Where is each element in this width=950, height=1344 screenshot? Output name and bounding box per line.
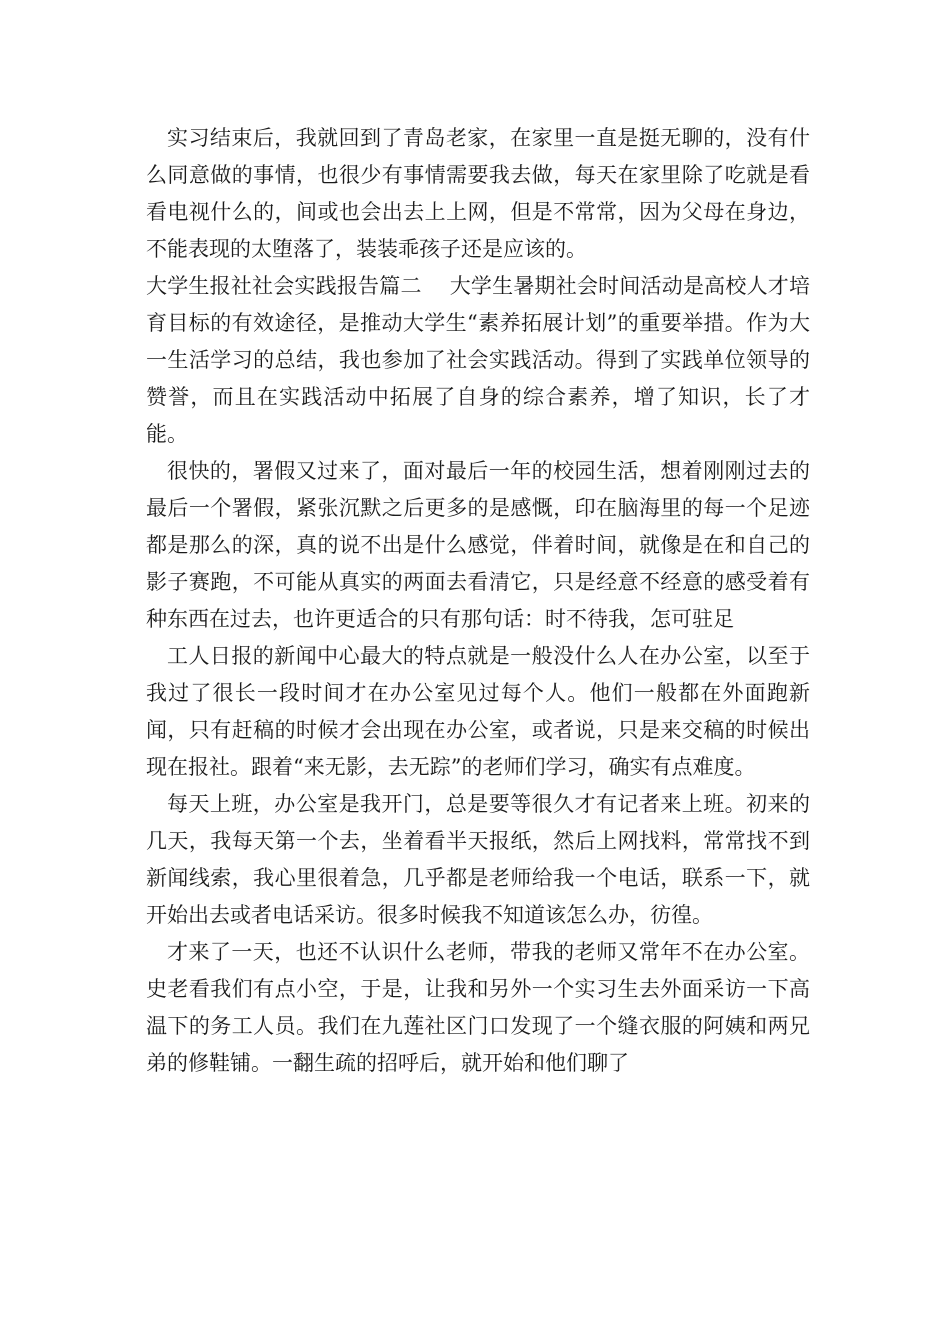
paragraph-1: 实习结束后，我就回到了青岛老家，在家里一直是挺无聊的，没有什么同意做的事情，也很少有事情需要我去做，每天在家里除了吃就是看看电视什么的，间或也会出去上上网，但是不常常，因为父母在身边，不能表现的太堕落了，装装乖孩子还是应该的。 (146, 126, 810, 261)
paragraph-2: 大学生报社社会实践报告篇二 大学生暑期社会时间活动是高校人才培育目标的有效途径，是推动大学生“素养拓展计划”的重要举措。作为大一生活学习的总结，我也参加了社会实践活动。得到了实践单位领导的赞誉，而且在实践活动中拓展了自身的综合素养，增了知识，长了才能。 (146, 274, 810, 446)
paragraph-3: 很快的，署假又过来了，面对最后一年的校园生活，想着刚刚过去的最后一个署假，紧张沉默之后更多的是感慨，印在脑海里的每一个足迹都是那么的深，真的说不出是什么感觉，伴着时间，就像是在和自己的影子赛跑，不可能从真实的两面去看清它，只是经意不经意的感受着有种东西在过去，也许更适合的只有那句话：时不待我，怎可驻足 (146, 459, 810, 631)
paragraph-5: 每天上班，办公室是我开门，总是要等很久才有记者来上班。初来的几天，我每天第一个去，坐着看半天报纸，然后上网找料，常常找不到新闻线索，我心里很着急，几乎都是老师给我一个电话，联系一下，就开始出去或者电话采访。很多时候我不知道该怎么办，彷徨。 (146, 792, 810, 927)
document-body (146, 120, 810, 1082)
paragraph-4: 工人日报的新闻中心最大的特点就是一般没什么人在办公室，以至于我过了很长一段时间才在办公室见过每个人。他们一般都在外面跑新闻，只有赶稿的时候才会出现在办公室，或者说，只是来交稿的时候出现在报社。跟着“来无影，去无踪”的老师们学习，确实有点难度。 (146, 644, 810, 779)
paragraph-6: 才来了一天，也还不认识什么老师，带我的老师又常年不在办公室。史老看我们有点小空，于是，让我和另外一个实习生去外面采访一下高温下的务工人员。我们在九莲社区门口发现了一个缝衣服的阿姨和两兄弟的修鞋铺。一翻生疏的招呼后，就开始和他们聊了 (146, 940, 810, 1075)
